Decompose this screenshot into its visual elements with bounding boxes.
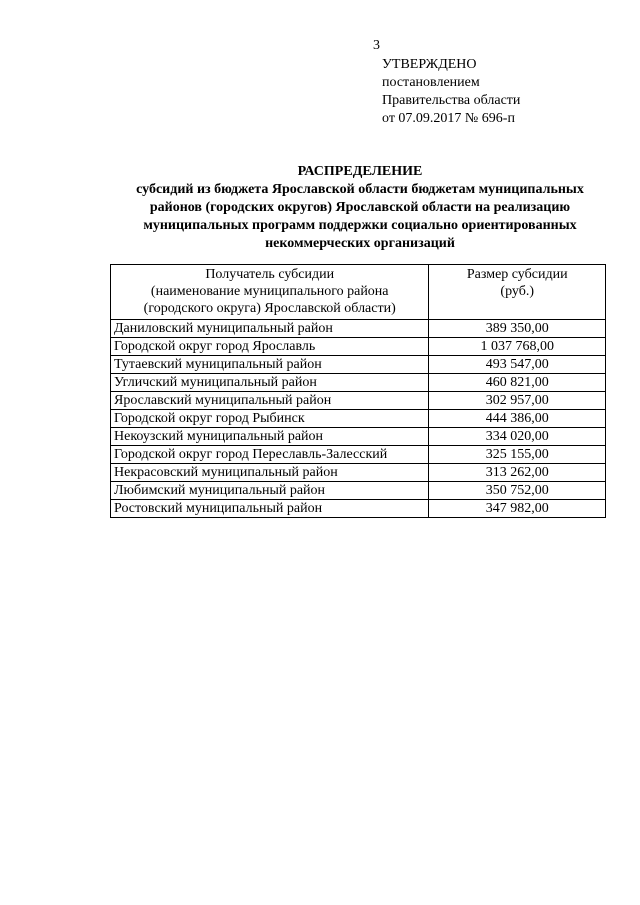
page-number: 3 <box>373 38 380 53</box>
table-row <box>111 338 606 356</box>
document-subtitle-line: районов (городских округов) Ярославской области на реализацию <box>149 200 571 215</box>
table-row <box>111 500 606 518</box>
subsidy-amount: 1 037 768,00 <box>429 338 606 356</box>
recipient-name: Даниловский муниципальный район <box>111 320 429 338</box>
recipient-name: Ростовский муниципальный район <box>111 500 429 518</box>
recipient-name: Городской округ город Рыбинск <box>111 410 429 428</box>
document-subtitle-line: некоммерческих организаций <box>265 236 455 251</box>
recipient-name: Тутаевский муниципальный район <box>111 356 429 374</box>
header-recipient-line: (наименование муниципального района <box>150 284 389 299</box>
subsidy-amount: 444 386,00 <box>429 410 606 428</box>
header-recipient-line: Получатель субсидии <box>205 267 335 282</box>
recipient-name: Некрасовский муниципальный район <box>111 464 429 482</box>
approval-line: Правительства области <box>382 93 521 108</box>
header-amount <box>429 265 606 320</box>
approval-line: УТВЕРЖДЕНО <box>382 57 477 72</box>
document-subtitle-line: муниципальных программ поддержки социально ориентированных <box>143 218 577 233</box>
table-row <box>111 482 606 500</box>
table-row <box>111 320 606 338</box>
header-recipient-line: (городского округа) Ярославской области) <box>143 301 396 316</box>
table-header-row <box>111 265 606 320</box>
table-row <box>111 464 606 482</box>
header-recipient <box>111 265 429 320</box>
subsidy-amount: 389 350,00 <box>429 320 606 338</box>
table-row <box>111 446 606 464</box>
subsidy-amount: 334 020,00 <box>429 428 606 446</box>
subsidy-table <box>110 264 606 518</box>
table-row <box>111 356 606 374</box>
document-subtitle-line: субсидий из бюджета Ярославской области бюджетам муниципальных <box>136 182 584 197</box>
recipient-name: Угличский муниципальный район <box>111 374 429 392</box>
subsidy-amount: 302 957,00 <box>429 392 606 410</box>
table-row <box>111 392 606 410</box>
recipient-name: Любимский муниципальный район <box>111 482 429 500</box>
approval-block <box>382 56 520 128</box>
table-row <box>111 374 606 392</box>
recipient-name: Городской округ город Ярославль <box>111 338 429 356</box>
recipient-name: Городской округ город Переславль-Залесский <box>111 446 429 464</box>
approval-line: постановлением <box>382 75 480 90</box>
document-heading <box>100 163 620 253</box>
subsidy-amount: 493 547,00 <box>429 356 606 374</box>
table-row <box>111 428 606 446</box>
header-amount-line: (руб.) <box>500 284 534 299</box>
subsidy-amount: 325 155,00 <box>429 446 606 464</box>
header-amount-line: Размер субсидии <box>466 267 568 282</box>
recipient-name: Некоузский муниципальный район <box>111 428 429 446</box>
table-row <box>111 410 606 428</box>
subsidy-amount: 313 262,00 <box>429 464 606 482</box>
subsidy-amount: 460 821,00 <box>429 374 606 392</box>
subsidy-amount: 350 752,00 <box>429 482 606 500</box>
document-title: РАСПРЕДЕЛЕНИЕ <box>297 164 423 179</box>
recipient-name: Ярославский муниципальный район <box>111 392 429 410</box>
subsidy-amount: 347 982,00 <box>429 500 606 518</box>
approval-line: от 07.09.2017 № 696-п <box>382 111 515 126</box>
